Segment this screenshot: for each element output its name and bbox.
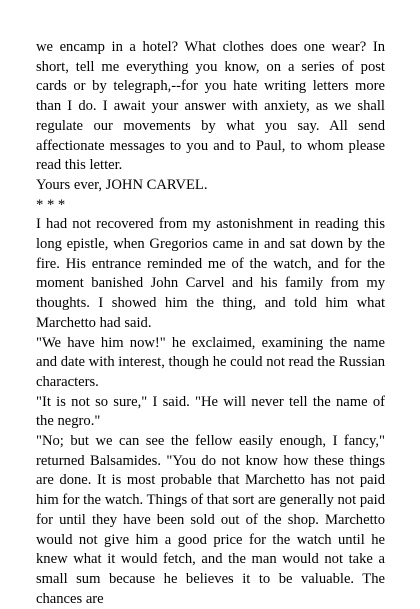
section-break: * * *	[36, 196, 66, 213]
dialogue-paragraph: "We have him now!" he exclaimed, examining the name and date with interest, though he could not read the Russian characters.	[36, 334, 385, 390]
dialogue-paragraph: "It is not so sure," I said. "He will never tell the name of the negro."	[36, 393, 385, 430]
dialogue-paragraph: "No; but we can see the fellow easily enough, I fancy," returned Balsamides. "You do not know how these things are done. It is most probable that Marchetto has not paid him for the watch. Things of that sort are generally not paid for until they have been sold out of the shop. Marchetto would not give him a good price for the watch until he knew what it would fetch, and the man would not take a small sum because he believes it to be valuable. The chances are	[36, 433, 385, 607]
letter-closing-paragraph: we encamp in a hotel? What clothes does one wear? In short, tell me everything you know, on a series of post cards or by telegraph,--for you hate writing letters more than I do. I await your answer with anxiety, as we shall regulate our movements by what you say. All send affectionate messages to you and to Paul, to whom please read this letter.	[36, 39, 385, 174]
document-page	[36, 38, 385, 609]
letter-signature: Yours ever, JOHN CARVEL.	[36, 176, 208, 193]
narrative-paragraph: I had not recovered from my astonishment in reading this long epistle, when Gregorios came in and sat down by the fire. His entrance reminded me of the watch, and for the moment banished John Carvel and his family from my thoughts. I showed him the thing, and told him what Marchetto had said.	[36, 216, 385, 331]
